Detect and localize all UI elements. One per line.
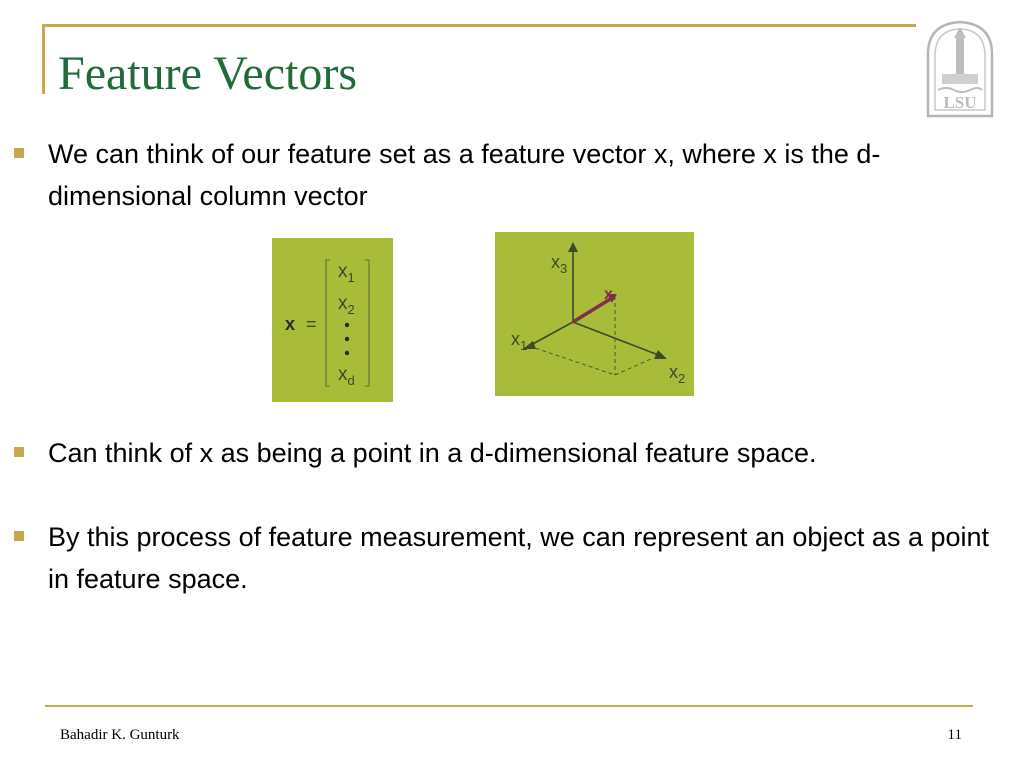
- footer-author: Bahadir K. Gunturk: [60, 727, 180, 743]
- logo-building: [942, 74, 978, 84]
- logo-tower: [956, 36, 964, 76]
- vector-equals: =: [306, 314, 317, 334]
- vector-entry-2: $x_2$: [338, 293, 355, 317]
- title-frame-left: [42, 24, 45, 94]
- title-frame-top: [42, 24, 916, 27]
- lsu-logo: [924, 18, 996, 120]
- logo-text: LSU: [943, 93, 977, 112]
- ellipsis-dot: [345, 337, 349, 341]
- bullet-text: By this process of feature measurement, we can represent an object as a point in feature space.: [48, 522, 990, 594]
- vector-entry-1: $x_1$: [338, 261, 355, 285]
- bullet-feature-vector: [0, 133, 1010, 217]
- bullet-text: We can think of our feature set as a feature vector x, where x is the d-dimensional column vector: [48, 139, 881, 211]
- slide-title: Feature Vectors: [58, 47, 358, 100]
- point-label: x: [604, 286, 613, 303]
- footer-divider: [45, 705, 973, 707]
- ellipsis-dot: [345, 351, 349, 355]
- vector-entry-d: $x_d$: [338, 364, 355, 388]
- bullet-feature-measurement: [0, 516, 1010, 600]
- bullet-marker: [14, 447, 24, 457]
- ellipsis-dot: [345, 323, 349, 327]
- page-number: 11: [947, 727, 962, 743]
- bullet-marker: [14, 148, 24, 158]
- feature-space-figure: [495, 232, 694, 396]
- figure-background: [495, 232, 694, 396]
- axis-label-x1: $x_1$: [511, 329, 528, 353]
- axis-label-x3: $x_3$: [551, 252, 568, 276]
- vector-lhs: x: [285, 314, 296, 334]
- column-vector-figure: [272, 238, 393, 402]
- axis-label-x2: $x_2$: [669, 362, 686, 386]
- bullet-marker: [14, 531, 24, 541]
- bullet-point-in-space: [0, 432, 1010, 474]
- bullet-text: Can think of x as being a point in a d-dimensional feature space.: [48, 438, 817, 468]
